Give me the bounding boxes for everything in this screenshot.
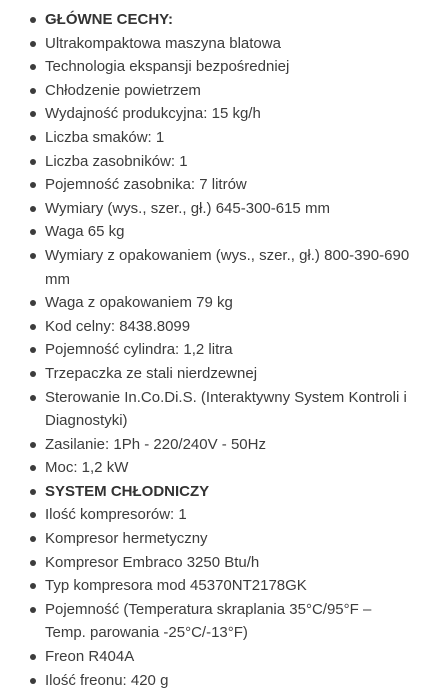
list-item-text: Pojemność zasobnika: 7 litrów <box>45 176 247 194</box>
bullet-icon <box>30 182 36 188</box>
list-item <box>0 291 438 315</box>
bullet-icon <box>30 583 36 589</box>
list-item-text: Ultrakompaktowa maszyna blatowa <box>45 34 281 52</box>
list-item <box>0 220 438 244</box>
list-item <box>0 102 438 126</box>
list-item <box>0 244 438 291</box>
bullet-icon <box>30 395 36 401</box>
bullet-icon <box>30 678 36 684</box>
list-item <box>0 79 438 103</box>
bullet-icon <box>30 536 36 542</box>
list-item <box>0 598 438 645</box>
list-item-text: Ilość kompresorów: 1 <box>45 506 187 524</box>
bullet-icon <box>30 111 36 117</box>
bullet-icon <box>30 135 36 141</box>
bullet-icon <box>30 88 36 94</box>
list-item <box>0 197 438 221</box>
bullet-icon <box>30 512 36 518</box>
bullet-icon <box>30 442 36 448</box>
list-item-text: Zasilanie: 1Ph - 220/240V - 50Hz <box>45 435 266 453</box>
list-item-text: Liczba smaków: 1 <box>45 128 165 146</box>
bullet-icon <box>30 41 36 47</box>
section-heading <box>0 8 438 32</box>
list-item-text: Wymiary (wys., szer., gł.) 645-300-615 mm <box>45 199 330 217</box>
list-item <box>0 338 438 362</box>
list-item <box>0 32 438 56</box>
list-item <box>0 456 438 480</box>
list-item-text: Chłodzenie powietrzem <box>45 81 201 99</box>
bullet-icon <box>30 17 36 23</box>
list-item <box>0 315 438 339</box>
list-item <box>0 503 438 527</box>
list-item <box>0 433 438 457</box>
list-item-text: Freon R404A <box>45 648 135 666</box>
list-item <box>0 362 438 386</box>
list-item-text: Trzepaczka ze stali nierdzewnej <box>45 364 258 382</box>
bullet-icon <box>30 229 36 235</box>
list-item <box>0 386 438 433</box>
bullet-icon <box>30 347 36 353</box>
list-item-text: GŁÓWNE CECHY: <box>45 11 174 28</box>
list-item <box>0 669 438 693</box>
list-item-text: Wydajność produkcyjna: 15 kg/h <box>45 105 261 123</box>
list-item <box>0 150 438 174</box>
list-item-text: Kompresor Embraco 3250 Btu/h <box>45 553 260 571</box>
list-item-text: Typ kompresora mod 45370NT2178GK <box>45 577 307 595</box>
list-item <box>0 551 438 575</box>
bullet-icon <box>30 300 36 306</box>
list-item <box>0 173 438 197</box>
bullet-icon <box>30 159 36 165</box>
bullet-icon <box>30 206 36 212</box>
list-item-text: Ilość freonu: 420 g <box>45 671 169 689</box>
list-item-text: Waga z opakowaniem 79 kg <box>45 294 233 312</box>
bullet-icon <box>30 560 36 566</box>
list-item <box>0 574 438 598</box>
bullet-icon <box>30 607 36 613</box>
bullet-icon <box>30 371 36 377</box>
list-item-text: Pojemność (Temperatura skraplania 35°C/95°F – Temp. parowania -25°C/-13°F) <box>45 600 372 642</box>
list-item-text: Kompresor hermetyczny <box>45 530 208 548</box>
list-item <box>0 645 438 669</box>
bullet-icon <box>30 64 36 70</box>
bullet-icon <box>30 465 36 471</box>
list-item-text: Waga 65 kg <box>45 223 125 241</box>
list-item <box>0 126 438 150</box>
bullet-icon <box>30 253 36 259</box>
bullet-icon <box>30 654 36 660</box>
list-item-text: Wymiary z opakowaniem (wys., szer., gł.) 800-390-690 mm <box>45 246 410 288</box>
list-item-text: Liczba zasobników: 1 <box>45 152 188 170</box>
list-item <box>0 55 438 79</box>
list-item <box>0 527 438 551</box>
bullet-icon <box>30 489 36 495</box>
list-item-text: Sterowanie In.Co.Di.S. (Interaktywny System Kontroli i Diagnostyki) <box>45 388 407 430</box>
list-item-text: Moc: 1,2 kW <box>45 459 129 477</box>
bullet-icon <box>30 324 36 330</box>
spec-list <box>0 8 438 692</box>
list-item-text: Kod celny: 8438.8099 <box>45 317 191 335</box>
section-heading <box>0 480 438 504</box>
list-item-text: Technologia ekspansji bezpośredniej <box>45 58 290 76</box>
list-item-text: Pojemność cylindra: 1,2 litra <box>45 341 233 359</box>
list-item-text: SYSTEM CHŁODNICZY <box>45 482 210 500</box>
